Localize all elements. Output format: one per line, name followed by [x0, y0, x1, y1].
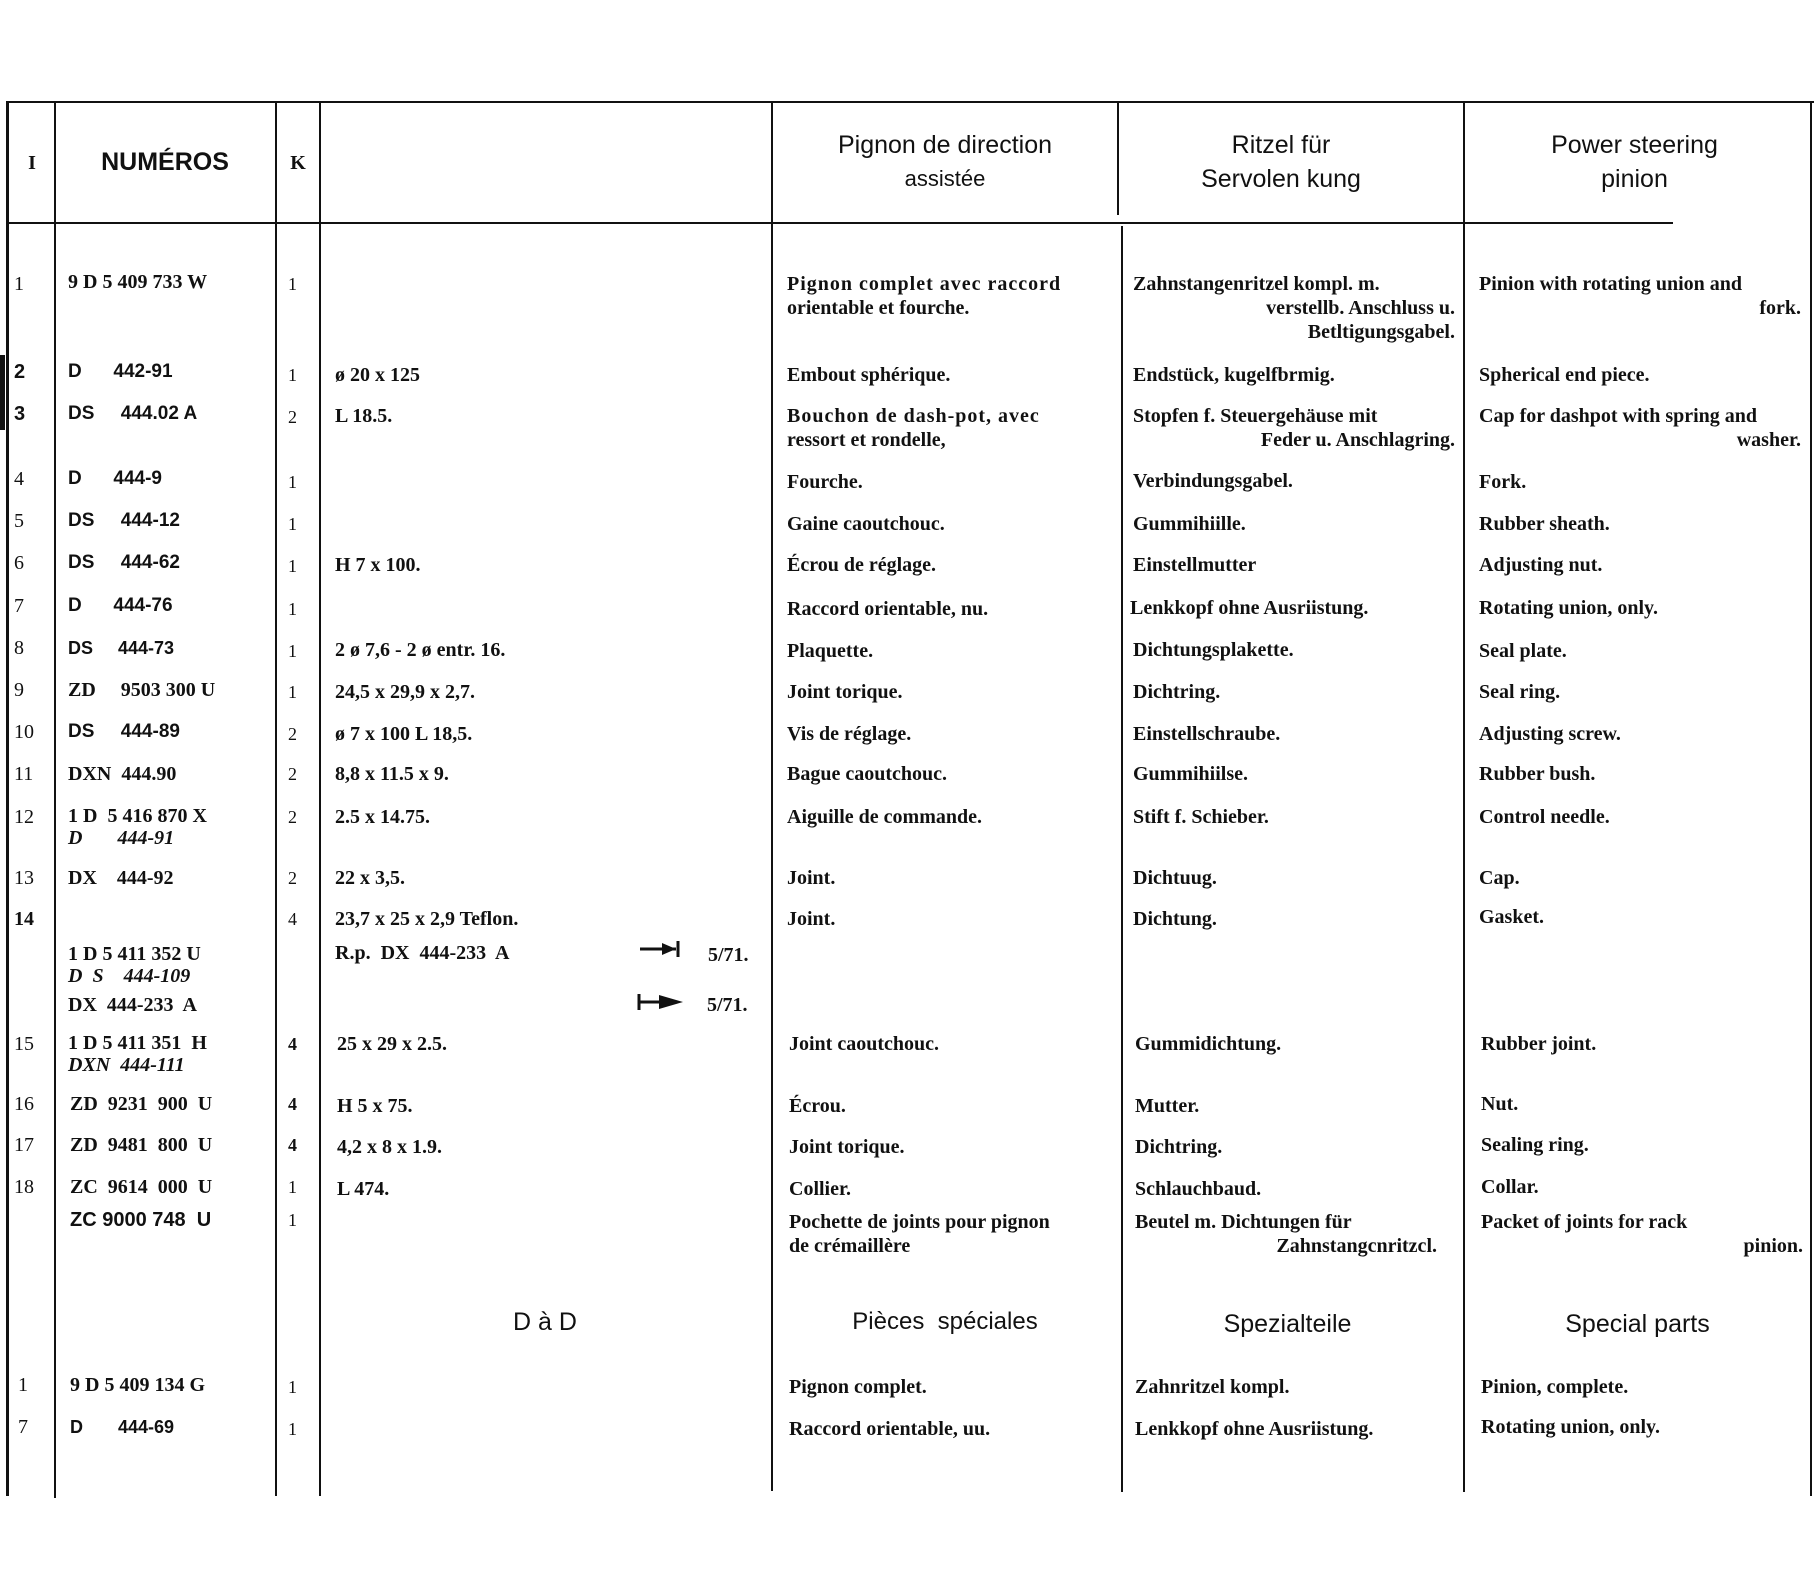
part-number: ZC 9614 000 U	[70, 1176, 213, 1198]
desc-de-line: Stopfen f. Steuergehäuse mit	[1133, 405, 1378, 427]
desc-en-line: Packet of joints for rack	[1481, 1211, 1688, 1233]
desc-de: Endstück, kugelfbrmig.	[1133, 364, 1335, 386]
desc-en: Rubber sheath.	[1479, 513, 1610, 535]
desc-en	[1479, 272, 1801, 320]
col-divider-en	[1463, 101, 1465, 1492]
desc-fr: Joint.	[787, 908, 836, 930]
desc-fr	[787, 404, 1107, 452]
part-number: DS 444-89	[68, 721, 180, 742]
arrow-to-bar-icon	[640, 939, 688, 965]
quantity: 1	[288, 1377, 297, 1397]
dimensions: H 7 x 100.	[335, 554, 421, 576]
part-number	[68, 943, 201, 987]
desc-fr: Gaine caoutchouc.	[787, 513, 945, 535]
desc-en: Sealing ring.	[1481, 1134, 1589, 1156]
part-number-alt: D S 444-109	[68, 965, 191, 987]
quantity: 2	[288, 407, 297, 427]
desc-fr-line: orientable et fourche.	[787, 297, 970, 319]
desc-de: Dichtring.	[1135, 1136, 1223, 1158]
dimensions: ø 7 x 100 L 18,5.	[335, 723, 473, 745]
row-index: 12	[14, 806, 34, 828]
part-number: D 444-9	[68, 468, 162, 489]
header-en-line1: Power steering	[1551, 131, 1718, 159]
section-dim-title: D à D	[513, 1308, 577, 1336]
quantity: 1	[288, 556, 297, 576]
section-en-title: Special parts	[1565, 1310, 1710, 1338]
desc-fr: Joint torique.	[789, 1136, 905, 1158]
quantity: 4	[288, 1094, 297, 1114]
desc-fr-line: de crémaillère	[789, 1235, 911, 1257]
desc-de	[1135, 1210, 1437, 1258]
bar-to-arrow-icon	[637, 991, 687, 1019]
desc-en-line: fork.	[1759, 297, 1801, 319]
dimensions: H 5 x 75.	[337, 1095, 413, 1117]
quantity: 4	[288, 1135, 297, 1155]
desc-en: Nut.	[1481, 1093, 1519, 1115]
quantity: 1	[288, 472, 297, 492]
row-index: 9	[14, 679, 24, 701]
part-number: 9 D 5 409 134 G	[70, 1374, 205, 1396]
desc-en: Spherical end piece.	[1479, 364, 1650, 386]
quantity: 4	[288, 1034, 297, 1054]
col-divider-dim	[319, 101, 321, 1496]
quantity: 2	[288, 724, 297, 744]
desc-de-line: Feder u. Anschlagring.	[1260, 429, 1455, 451]
desc-en	[1479, 404, 1801, 452]
part-number: DS 444-12	[68, 510, 180, 531]
desc-en: Seal plate.	[1479, 640, 1567, 662]
dimensions: 2 ø 7,6 - 2 ø entr. 16.	[335, 639, 506, 661]
header-de-line1: Ritzel für	[1231, 131, 1331, 159]
header-en-line2: pinion	[1601, 165, 1668, 193]
desc-fr: Embout sphérique.	[787, 364, 951, 386]
quantity: 1	[288, 1419, 297, 1439]
part-number	[68, 805, 207, 849]
desc-fr: Collier.	[789, 1178, 852, 1200]
desc-fr	[787, 272, 1107, 320]
row-index: 15	[14, 1033, 34, 1055]
date-before: 5/71.	[708, 944, 749, 966]
desc-fr-line: Pochette de joints pour pignon	[789, 1211, 1050, 1233]
desc-fr	[789, 1210, 1101, 1258]
row-index: 17	[14, 1134, 34, 1156]
part-number: D 444-69	[70, 1417, 175, 1437]
desc-de: Gummihiilse.	[1133, 763, 1249, 785]
desc-en: Cap.	[1479, 867, 1520, 889]
desc-en: Seal ring.	[1479, 681, 1561, 703]
desc-en: Adjusting screw.	[1479, 723, 1621, 745]
part-number: DX 444-92	[68, 867, 174, 889]
desc-de-line: Betltigungsgabel.	[1307, 321, 1455, 343]
col-divider-de-top	[1117, 101, 1119, 215]
dimensions: 22 x 3,5.	[335, 867, 405, 889]
part-number	[68, 1032, 207, 1076]
dimensions: 23,7 x 25 x 2,9 Teflon.	[335, 908, 519, 930]
part-number-line: 1 D 5 411 351 H	[68, 1032, 207, 1054]
desc-en: Adjusting nut.	[1479, 554, 1603, 576]
dimensions: ø 20 x 125	[335, 364, 420, 386]
left-border	[6, 101, 9, 1496]
part-number: ZD 9481 800 U	[70, 1134, 213, 1156]
desc-en: Rubber bush.	[1479, 763, 1596, 785]
desc-de	[1133, 272, 1455, 344]
desc-en: Rubber joint.	[1481, 1033, 1597, 1055]
replaced-by: R.p. DX 444-233 A	[335, 942, 510, 964]
desc-de: Dichtung.	[1133, 908, 1217, 930]
part-number: DX 444-233 A	[68, 994, 197, 1016]
desc-de: Schlauchbaud.	[1135, 1178, 1262, 1200]
desc-en: Rotating union, only.	[1479, 597, 1658, 619]
row-index: 6	[14, 552, 24, 574]
desc-de: Gummihiille.	[1133, 513, 1246, 535]
desc-en	[1481, 1210, 1803, 1258]
desc-de: Einstellmutter	[1133, 554, 1257, 576]
header-col-de	[1121, 128, 1441, 196]
desc-fr: Joint.	[787, 867, 836, 889]
header-de-line2: Servolen kung	[1201, 165, 1361, 193]
part-number: ZC 9000 748 U	[70, 1209, 212, 1231]
desc-en-line: washer.	[1736, 429, 1801, 451]
header-col-i: I	[28, 152, 36, 174]
quantity: 1	[288, 599, 297, 619]
col-divider-de	[1121, 226, 1123, 1492]
desc-de-line: Beutel m. Dichtungen für	[1135, 1211, 1352, 1233]
row-index: 10	[14, 721, 34, 743]
desc-de: Verbindungsgabel.	[1133, 470, 1293, 492]
desc-de: Dichtuug.	[1133, 867, 1217, 889]
row-index: 4	[14, 468, 24, 490]
desc-fr: Joint caoutchouc.	[789, 1033, 939, 1055]
desc-en: Gasket.	[1479, 906, 1544, 928]
quantity: 1	[288, 514, 297, 534]
desc-de: Zahnritzel kompl.	[1135, 1376, 1290, 1398]
desc-de: Einstellschraube.	[1133, 723, 1281, 745]
row-index: 7	[14, 595, 24, 617]
date-after: 5/71.	[707, 994, 748, 1016]
section-de-title: Spezialteile	[1223, 1310, 1352, 1338]
desc-en: Pinion, complete.	[1481, 1376, 1629, 1398]
row-index: 11	[14, 763, 34, 785]
header-bottom-border-en	[1465, 222, 1673, 224]
part-number-line: 1 D 5 411 352 U	[68, 943, 201, 965]
header-col-fr	[775, 128, 1115, 196]
desc-de: Lenkkopf ohne Ausriistung.	[1135, 1418, 1374, 1440]
quantity: 4	[288, 909, 297, 929]
desc-fr: Fourche.	[787, 471, 863, 493]
desc-en-line: Cap for dashpot with spring and	[1479, 405, 1758, 427]
part-number-alt: D 444-91	[68, 827, 175, 849]
part-number: DXN 444.90	[68, 763, 177, 785]
row-index: 13	[14, 867, 34, 889]
section-fr-title: Pièces spéciales	[852, 1308, 1038, 1335]
quantity: 2	[288, 868, 297, 888]
desc-de: Mutter.	[1135, 1095, 1200, 1117]
row-index: 16	[14, 1093, 34, 1115]
desc-en: Collar.	[1481, 1176, 1539, 1198]
desc-de-line: Zahnstangcnritzcl.	[1276, 1235, 1437, 1257]
header-bottom-border	[6, 222, 1466, 224]
quantity: 1	[288, 1177, 297, 1197]
right-border	[1810, 101, 1812, 1496]
desc-fr: Vis de réglage.	[787, 723, 912, 745]
row-index: 1	[18, 1374, 28, 1396]
desc-fr: Joint torique.	[787, 681, 903, 703]
desc-en: Rotating union, only.	[1481, 1416, 1660, 1438]
quantity: 1	[288, 682, 297, 702]
table-top-border	[6, 101, 1814, 103]
dimensions: L 474.	[337, 1178, 390, 1200]
header-fr-line1: Pignon de direction	[837, 131, 1053, 159]
row-index: 1	[14, 273, 24, 295]
desc-fr: Raccord orientable, uu.	[789, 1418, 991, 1440]
col-divider-fr	[771, 101, 773, 1491]
row-index: 3	[14, 403, 26, 425]
desc-fr: Aiguille de commande.	[787, 806, 982, 828]
part-number: DS 444-62	[68, 552, 180, 573]
part-number-alt: DXN 444-111	[68, 1054, 185, 1076]
desc-de: Gummidichtung.	[1135, 1033, 1282, 1055]
desc-fr: Écrou.	[789, 1095, 846, 1117]
desc-fr-line: Bouchon de dash-pot, avec	[787, 405, 1040, 427]
desc-de	[1133, 404, 1455, 452]
margin-mark	[0, 355, 5, 430]
row-index: 18	[14, 1176, 34, 1198]
row-index: 2	[14, 361, 26, 383]
part-number: D 442-91	[68, 361, 173, 382]
quantity: 1	[288, 641, 297, 661]
desc-de: Dichtring.	[1133, 681, 1221, 703]
header-col-k: K	[290, 152, 306, 174]
dimensions: 24,5 x 29,9 x 2,7.	[335, 681, 475, 703]
desc-en: Fork.	[1479, 471, 1527, 493]
row-index: 8	[14, 637, 24, 659]
quantity: 1	[288, 1210, 297, 1230]
desc-de-line: verstellb. Anschluss u.	[1266, 297, 1455, 319]
dimensions: 8,8 x 11.5 x 9.	[335, 763, 449, 785]
col-divider-k	[275, 101, 277, 1496]
part-number: ZD 9231 900 U	[70, 1093, 213, 1115]
header-col-en	[1467, 128, 1802, 196]
dimensions: 25 x 29 x 2.5.	[337, 1033, 447, 1055]
desc-fr: Raccord orientable, nu.	[787, 598, 989, 620]
quantity: 1	[288, 274, 297, 294]
dimensions: 2.5 x 14.75.	[335, 806, 430, 828]
part-number: D 444-76	[68, 595, 173, 616]
desc-de: Dichtungsplakette.	[1133, 639, 1294, 661]
part-number: ZD 9503 300 U	[68, 679, 216, 701]
quantity: 2	[288, 807, 297, 827]
part-number: DS 444.02 A	[68, 403, 198, 424]
desc-fr-line: ressort et rondelle,	[787, 429, 946, 451]
desc-fr-line: Pignon complet avec raccord	[787, 273, 1062, 295]
desc-en: Control needle.	[1479, 806, 1610, 828]
col-divider-num	[54, 101, 56, 1498]
desc-fr: Bague caoutchouc.	[787, 763, 947, 785]
desc-de: Stift f. Schieber.	[1133, 806, 1269, 828]
desc-fr: Écrou de réglage.	[787, 554, 937, 576]
quantity: 2	[288, 764, 297, 784]
row-index: 14	[14, 908, 34, 930]
dimensions: 4,2 x 8 x 1.9.	[337, 1136, 442, 1158]
dimensions: L 18.5.	[335, 405, 393, 427]
quantity: 1	[288, 365, 297, 385]
row-index: 7	[18, 1416, 28, 1438]
header-col-numeros: NUMÉROS	[101, 148, 229, 176]
part-number-line: 1 D 5 416 870 X	[68, 805, 207, 827]
desc-de-line: Zahnstangenritzel kompl. m.	[1133, 273, 1380, 295]
desc-fr: Pignon complet.	[789, 1376, 927, 1398]
desc-de: Lenkkopf ohne Ausriistung.	[1130, 597, 1369, 619]
desc-en-line: Pinion with rotating union and	[1479, 273, 1743, 295]
part-number: DS 444-73	[68, 638, 175, 658]
header-fr-line2: assistée	[904, 166, 986, 191]
desc-en-line: pinion.	[1743, 1235, 1803, 1257]
part-number: 9 D 5 409 733 W	[68, 271, 208, 293]
row-index: 5	[14, 510, 24, 532]
desc-fr: Plaquette.	[787, 640, 874, 662]
